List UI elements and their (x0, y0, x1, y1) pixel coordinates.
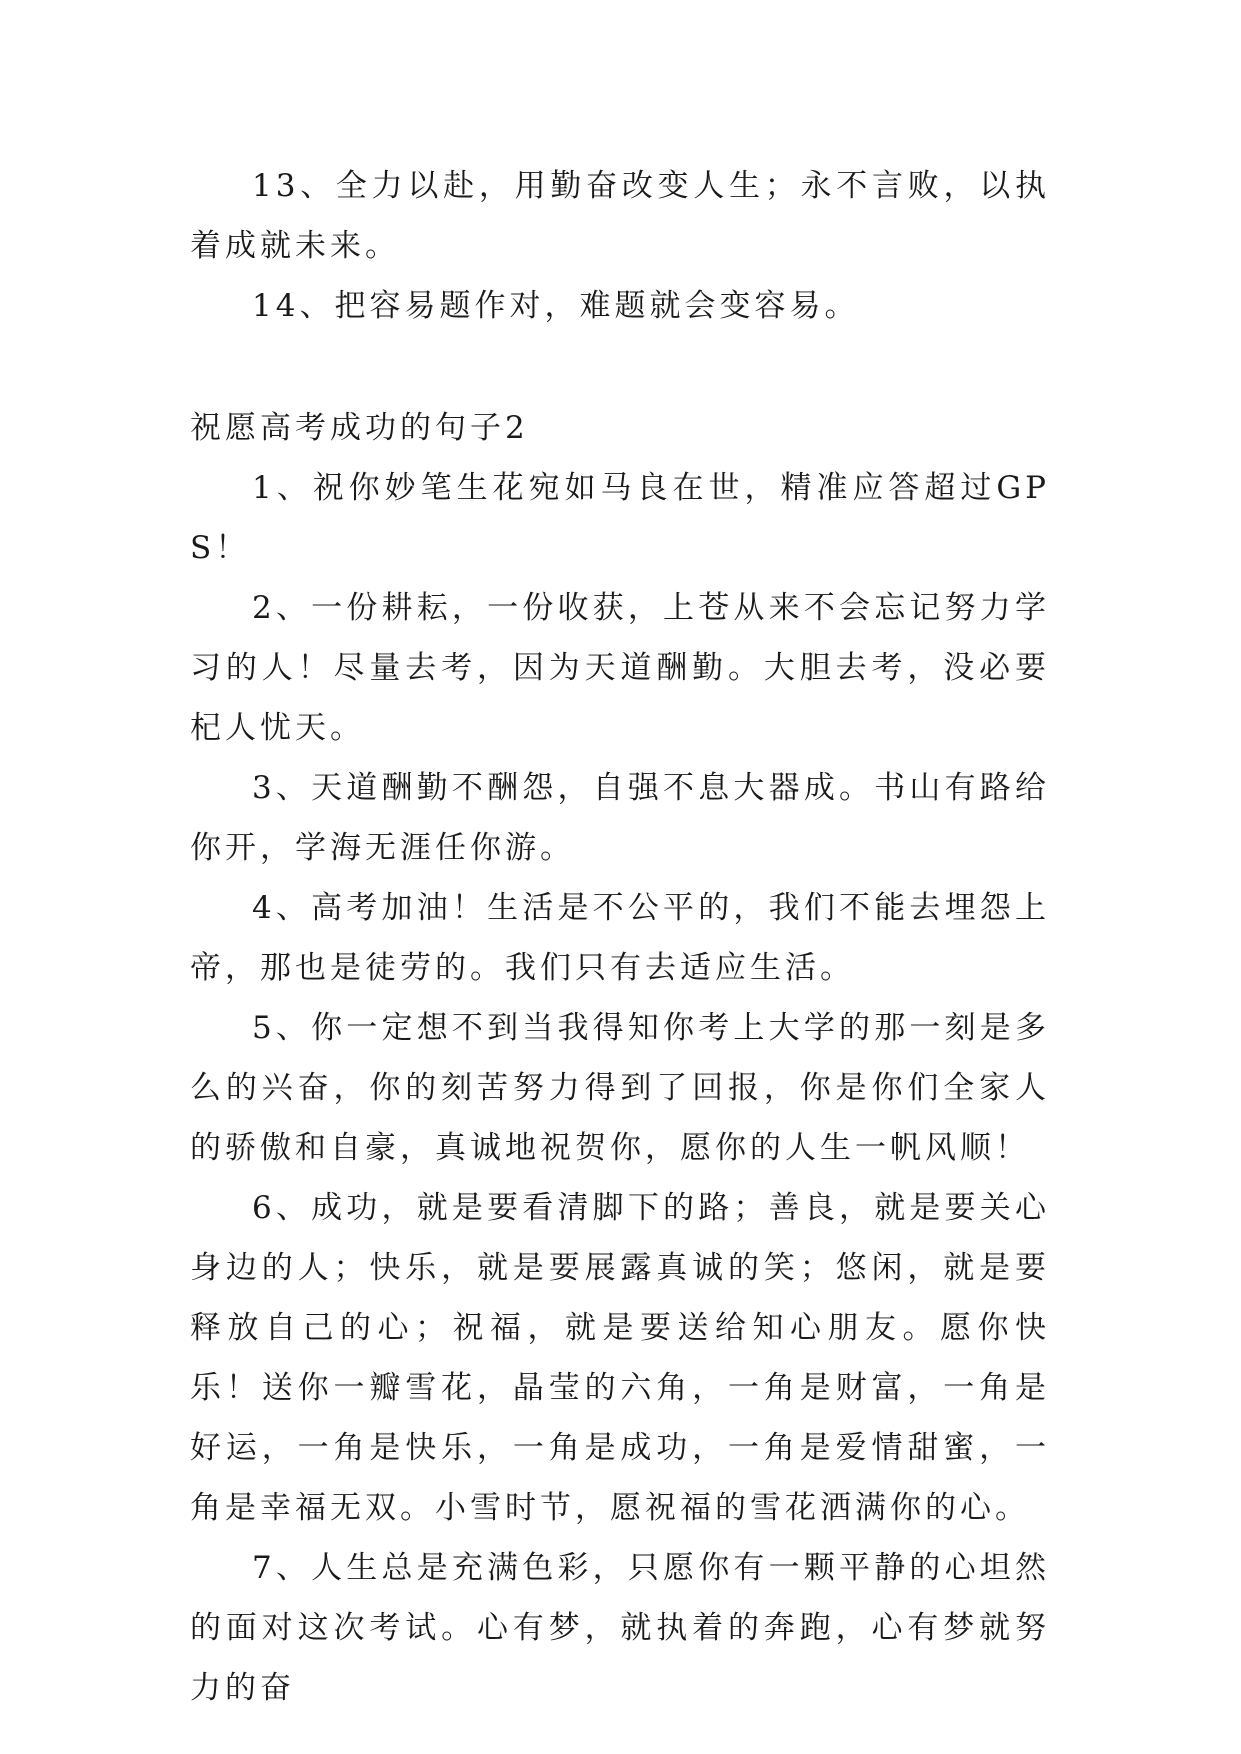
document-body (190, 156, 1050, 1718)
list-item-5: 5、你一定想不到当我得知你考上大学的那一刻是多么的兴奋，你的刻苦努力得到了回报，你是你们全家人的骄傲和自豪，真诚地祝贺你，愿你的人生一帆风顺！ (190, 1010, 1050, 1166)
list-item-3: 3、天道酬勤不酬怨，自强不息大器成。书山有路给你开，学海无涯任你游。 (190, 770, 1050, 866)
section-title: 祝愿高考成功的句子2 (190, 410, 529, 446)
list-item-1: 1、祝你妙笔生花宛如马良在世，精准应答超过GPS！ (190, 470, 1050, 566)
list-item-6: 6、成功，就是要看清脚下的路；善良，就是要关心身边的人；快乐，就是要展露真诚的笑；悠闲，就是要释放自己的心；祝福，就是要送给知心朋友。愿你快乐！送你一瓣雪花，晶莹的六角，一角是财富，一角是好运，一角是快乐，一角是成功，一角是爱情甜蜜，一角是幸福无双。小雪时节，愿祝福的雪花洒满你的心。 (190, 1190, 1050, 1526)
list-item-14: 14、把容易题作对，难题就会变容易。 (252, 288, 860, 324)
list-item-2: 2、一份耕耘，一份收获，上苍从来不会忘记努力学习的人！尽量去考，因为天道酬勤。大胆去考，没必要杞人忧天。 (190, 590, 1050, 746)
list-item-7: 7、人生总是充满色彩，只愿你有一颗平静的心坦然的面对这次考试。心有梦，就执着的奔跑，心有梦就努力的奋 (190, 1550, 1050, 1706)
list-item-4: 4、高考加油！生活是不公平的，我们不能去埋怨上帝，那也是徒劳的。我们只有去适应生活。 (190, 890, 1050, 986)
list-item-13: 13、全力以赴，用勤奋改变人生；永不言败，以执着成就未来。 (190, 168, 1050, 264)
